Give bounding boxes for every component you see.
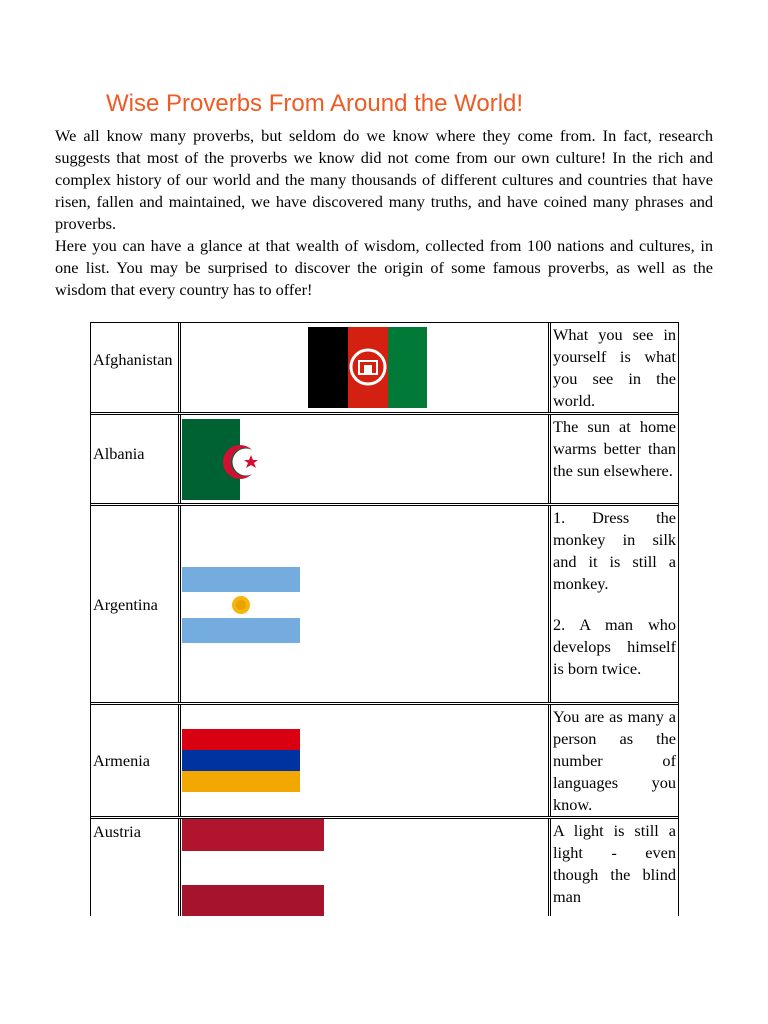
proverb-text: 2. A man who develops himself is born twice.	[553, 615, 676, 678]
proverb-text: A light is still a light - even though the blind man	[553, 821, 676, 906]
table-row	[91, 415, 678, 506]
flag-cell	[181, 506, 551, 702]
proverbs-table	[90, 322, 679, 916]
algeria-flag-icon	[182, 419, 299, 500]
proverb-text: The sun at home warms better than the sun elsewhere.	[553, 417, 676, 480]
country-cell	[91, 415, 181, 503]
country-name: Afghanistan	[93, 350, 173, 369]
country-name: Argentina	[93, 595, 158, 614]
country-name: Armenia	[93, 751, 150, 770]
table-row	[91, 819, 678, 916]
argentina-flag-icon	[182, 567, 300, 643]
afghanistan-flag-icon	[308, 327, 427, 408]
country-cell	[91, 819, 181, 916]
intro-paragraph-2: Here you can have a glance at that wealth of wisdom, collected from 100 nations and cultures, in one list. You may be surprised to discover the origin of some famous proverbs, as well as the wisdom that every country has to offer!	[55, 236, 713, 299]
country-cell	[91, 705, 181, 816]
country-cell	[91, 323, 181, 412]
country-cell	[91, 506, 181, 702]
flag-cell	[181, 705, 551, 816]
flag-cell	[181, 323, 551, 412]
austria-flag-icon	[182, 819, 324, 916]
table-row	[91, 323, 678, 415]
country-name: Austria	[93, 822, 141, 841]
flag-cell	[181, 415, 551, 503]
page-title: Wise Proverbs From Around the World!	[106, 90, 524, 117]
proverb-text: You are as many a person as the number of languages you know.	[553, 707, 676, 814]
table-row	[91, 506, 678, 705]
country-name: Albania	[93, 444, 145, 463]
proverb-text: What you see in yourself is what you see in the world.	[553, 325, 676, 410]
flag-cell	[181, 819, 551, 916]
proverb-cell	[551, 415, 678, 503]
proverb-text: 1. Dress the monkey in silk and it is still a monkey.	[553, 508, 676, 593]
intro-paragraph-1: We all know many proverbs, but seldom do we know where they come from. In fact, research suggests that most of the proverbs we know did not come from our own culture! In the rich and complex history of our world and the many thousands of different cultures and countries that have risen, fallen and maintained, we have discovered many truths, and have coined many phrases and proverbs.	[55, 126, 713, 233]
proverb-cell	[551, 506, 678, 702]
table-row	[91, 705, 678, 819]
proverb-cell	[551, 819, 678, 916]
intro-text	[55, 125, 713, 301]
armenia-flag-icon	[182, 729, 300, 792]
proverb-cell	[551, 323, 678, 412]
proverb-cell	[551, 705, 678, 816]
